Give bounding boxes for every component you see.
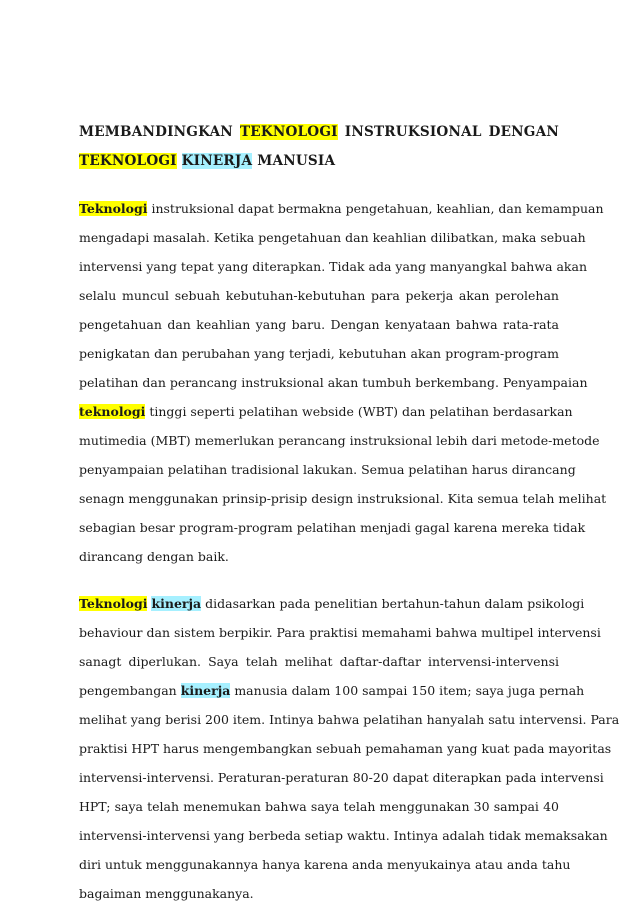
text-line: bagaiman menggunakanya. <box>79 886 254 901</box>
text-line: selalu muncul sebuah kebutuhan-kebutuhan para pekerja akan perolehan <box>79 288 559 303</box>
text-line: pengetahuan dan keahlian yang baru. Dengan kenyataan bahwa rata-rata <box>79 317 559 332</box>
highlight-kinerja: kinerja <box>151 596 202 611</box>
text-line: dirancang dengan baik. <box>79 549 229 564</box>
paragraph-teknologi-kinerja <box>79 589 620 908</box>
text-line: teknologi tinggi seperti pelatihan webside (WBT) dan pelatihan berdasarkan <box>79 404 573 419</box>
text-line: penyampaian pelatihan tradisional lakukan. Semua pelatihan harus dirancang <box>79 462 576 477</box>
text-line: intervensi-intervensi yang berbeda setiap waktu. Intinya adalah tidak memaksakan <box>79 828 608 843</box>
text-line: intervensi-intervensi. Peraturan-peraturan 80-20 dapat diterapkan pada intervensi <box>79 770 604 785</box>
text-line: pengembangan kinerja manusia dalam 100 sampai 150 item; saya juga pernah <box>79 683 585 698</box>
text-line: senagn menggunakan prinsip-prisip design instruksional. Kita semua telah melihat <box>79 491 607 506</box>
text-line: behaviour dan sistem berpikir. Para praktisi memahami bahwa multipel intervensi <box>79 625 601 640</box>
title-line-2: TEKNOLOGI KINERJA MANUSIA <box>79 153 336 169</box>
paragraph-teknologi-instruksional <box>79 194 607 571</box>
text-line: mengadapi masalah. Ketika pengetahuan dan keahlian dilibatkan, maka sebuah <box>79 230 586 245</box>
text-line: HPT; saya telah menemukan bahwa saya telah menggunakan 30 sampai 40 <box>79 799 559 814</box>
highlight-teknologi: teknologi <box>79 404 146 419</box>
text-line: Teknologi kinerja didasarkan pada penelitian bertahun-tahun dalam psikologi <box>79 596 585 611</box>
highlight-kinerja: kinerja <box>180 683 231 698</box>
text-line: diri untuk menggunakannya hanya karena anda menyukainya atau anda tahu <box>79 857 571 872</box>
title-line-1: MEMBANDINGKAN TEKNOLOGI INSTRUKSIONAL DENGAN <box>79 124 559 140</box>
text-line: pelatihan dan perancang instruksional akan tumbuh berkembang. Penyampaian <box>79 375 588 390</box>
text-line: intervensi yang tepat yang diterapkan. Tidak ada yang manyangkal bahwa akan <box>79 259 588 274</box>
highlight-kinerja: KINERJA <box>181 153 253 169</box>
text-line: melihat yang berisi 200 item. Intinya bahwa pelatihan hanyalah satu intervensi. Para <box>79 712 620 727</box>
document-body <box>79 118 620 908</box>
highlight-teknologi: TEKNOLOGI <box>79 153 177 169</box>
text-line: Teknologi instruksional dapat bermakna pengetahuan, keahlian, dan kemampuan <box>79 201 604 216</box>
highlight-teknologi: Teknologi <box>79 201 148 216</box>
text-line: sanagt diperlukan. Saya telah melihat daftar-daftar intervensi-intervensi <box>79 654 559 669</box>
highlight-teknologi: TEKNOLOGI <box>239 124 338 140</box>
text-line: penigkatan dan perubahan yang terjadi, kebutuhan akan program-program <box>79 346 559 361</box>
document-title <box>79 118 559 176</box>
highlight-teknologi: Teknologi <box>79 596 148 611</box>
text-line: mutimedia (MBT) memerlukan perancang instruksional lebih dari metode-metode <box>79 433 600 448</box>
text-line: sebagian besar program-program pelatihan menjadi gagal karena mereka tidak <box>79 520 586 535</box>
text-line: praktisi HPT harus mengembangkan sebuah pemahaman yang kuat pada mayoritas <box>79 741 612 756</box>
